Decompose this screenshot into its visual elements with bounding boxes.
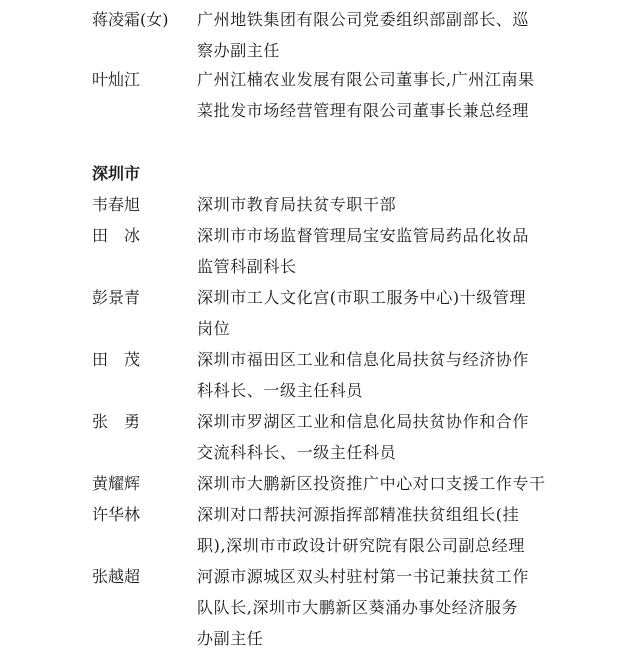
person-name: 张 勇 [92,412,141,431]
person-title [197,282,557,344]
person-title-line: 深圳市罗湖区工业和信息化局扶贫协作和合作 [197,412,530,431]
person-name: 叶灿江 [92,70,141,89]
person-name: 黄耀辉 [92,474,141,493]
person-title-line: 办副主任 [197,629,264,648]
person-title [197,468,557,499]
person-title-line: 深圳市工人文化宫(市职工服务中心)十级管理 [197,288,527,307]
person-title-line: 察办副主任 [197,41,281,60]
person-title-line: 河源市源城区双头村驻村第一书记兼扶贫工作 [197,567,530,586]
person-title-line: 广州地铁集团有限公司党委组织部副部长、巡 [197,10,530,29]
section-heading: 深圳市 [92,164,141,183]
person-name: 田 冰 [92,226,141,245]
person-title-line: 深圳市大鹏新区投资推广中心对口支援工作专干 [197,474,546,493]
person-title-line: 深圳市教育局扶贫专职干部 [197,195,397,214]
person-title [197,406,557,468]
person-title-line: 职),深圳市市政设计研究院有限公司副总经理 [197,536,525,555]
person-title-line: 岗位 [197,319,231,338]
person-name: 蒋凌霜(女) [92,10,169,29]
person-title-line: 深圳市福田区工业和信息化局扶贫与经济协作 [197,350,530,369]
person-name: 张越超 [92,567,141,586]
person-title-line: 监管科副科长 [197,257,297,276]
person-name: 韦春旭 [92,195,141,214]
person-title [197,344,557,406]
person-title-line: 交流科科长、一级主任科员 [197,443,397,462]
person-title-line: 队队长,深圳市大鹏新区葵涌办事处经济服务 [197,598,519,617]
person-name: 彭景青 [92,288,141,307]
person-title [197,4,557,66]
person-title-line: 广州江楠农业发展有限公司董事长,广州江南果 [197,70,535,89]
person-title-line: 科科长、一级主任科员 [197,381,364,400]
person-title-line: 深圳市市场监督管理局宝安监管局药品化妆品 [197,226,530,245]
person-name: 田 茂 [92,350,141,369]
person-title [197,64,557,126]
person-title-line: 深圳对口帮扶河源指挥部精准扶贫组组长(挂 [197,505,520,524]
person-title [197,561,557,654]
person-title-line: 菜批发市场经营管理有限公司董事长兼总经理 [197,101,530,120]
person-title [197,189,557,220]
person-name: 许华林 [92,505,141,524]
person-title [197,220,557,282]
person-title [197,499,557,561]
